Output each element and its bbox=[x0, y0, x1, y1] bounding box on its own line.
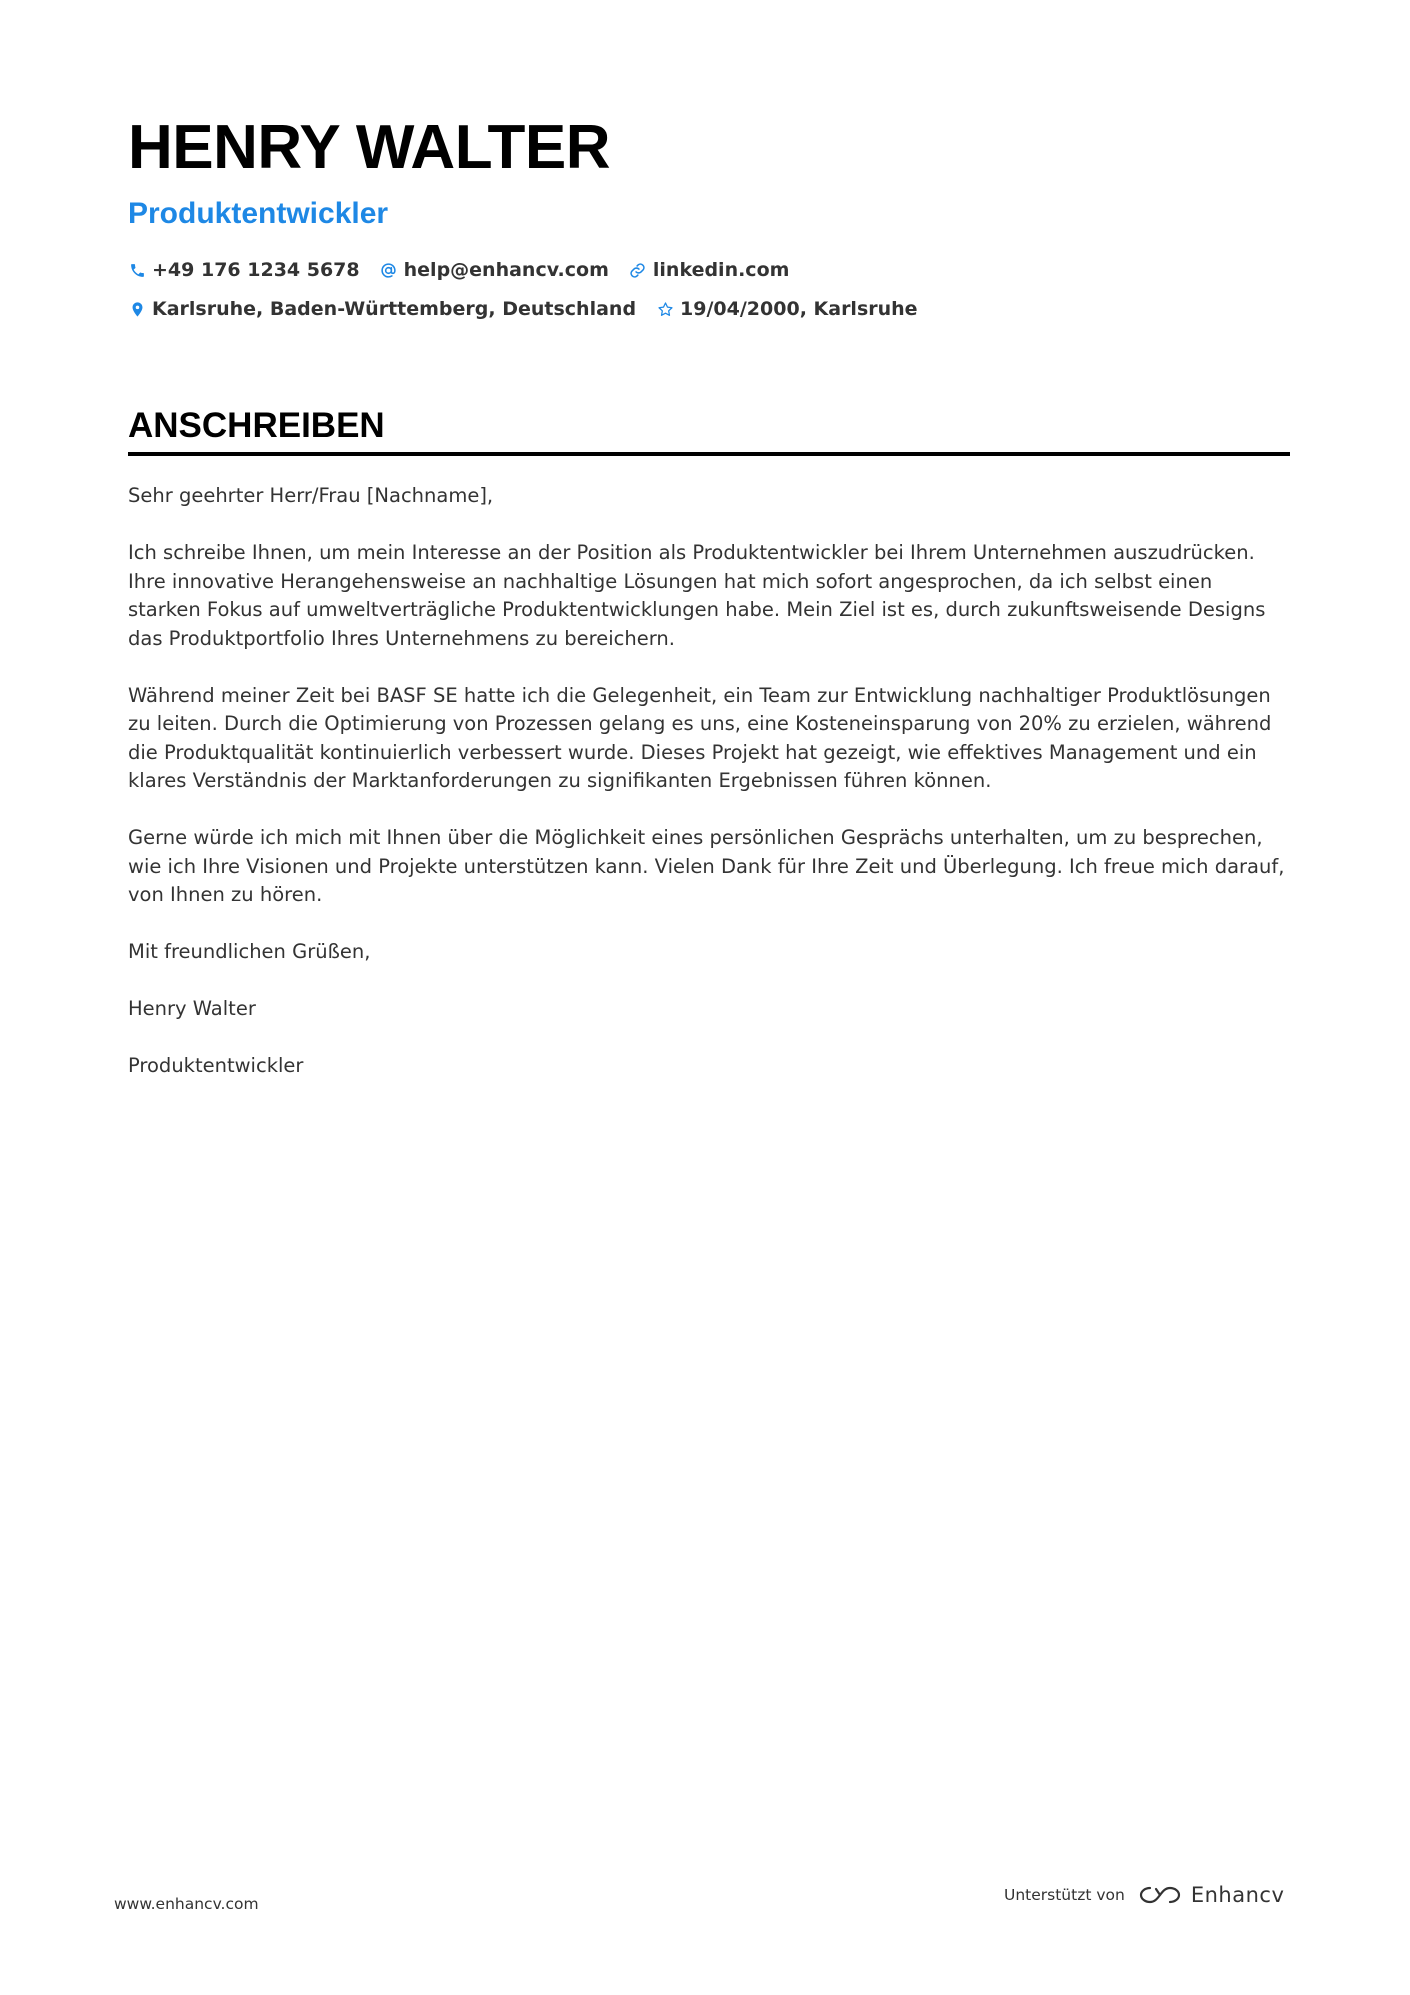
contact-email-text: help@enhancv.com bbox=[403, 259, 609, 281]
letter-salutation: Sehr geehrter Herr/Frau [Nachname], bbox=[128, 484, 494, 507]
link-icon bbox=[629, 262, 647, 280]
brand-name: Enhancv bbox=[1190, 1883, 1285, 1907]
section-title: ANSCHREIBEN bbox=[128, 406, 385, 445]
powered-by-label: Unterstützt von bbox=[1004, 1886, 1125, 1904]
contact-birth bbox=[656, 295, 918, 324]
star-icon bbox=[656, 301, 674, 319]
letter-signature-title: Produktentwickler bbox=[128, 1054, 304, 1077]
contact-linkedin-text: linkedin.com bbox=[652, 259, 790, 281]
contact-location bbox=[128, 295, 636, 324]
contact-linkedin bbox=[629, 256, 790, 285]
cover-letter-section bbox=[128, 404, 1290, 1109]
contact-location-text: Karlsruhe, Baden-Württemberg, Deutschland bbox=[152, 298, 637, 320]
contact-email bbox=[380, 256, 609, 285]
letter-paragraph: Während meiner Zeit bei BASF SE hatte ich die Gelegenheit, ein Team zur Entwicklung nachhaltiger Produktlösungen zu leiten. Durch die Optimierung von Prozessen gelang es uns, eine Kosteneinsparung von 20% zu erzielen, während die Produktqualität kontinuierlich verbessert wurde. Dieses Projekt hat gezeigt, wie effektives Management und ein klares Verständnis der Marktanforderungen zu signifikanten Ergebnissen führen können. bbox=[128, 683, 1272, 792]
location-pin-icon bbox=[128, 301, 146, 319]
candidate-job-title: Produktentwickler bbox=[128, 197, 389, 230]
contact-birth-text: 19/04/2000, Karlsruhe bbox=[680, 298, 918, 320]
phone-icon bbox=[128, 262, 146, 280]
contact-phone bbox=[128, 256, 360, 285]
enhancv-logo-icon bbox=[1137, 1882, 1183, 1908]
resume-header bbox=[128, 108, 1288, 324]
letter-signature-name: Henry Walter bbox=[128, 997, 256, 1020]
footer-website-link[interactable]: www.enhancv.com bbox=[114, 1895, 259, 1913]
section-divider bbox=[128, 452, 1290, 456]
letter-paragraph: Gerne würde ich mich mit Ihnen über die Möglichkeit eines persönlichen Gesprächs unterhalten, um zu besprechen, wie ich Ihre Visionen und Projekte unterstützen kann. Vielen Dank für Ihre Zeit und Überlegung. Ich freue mich darauf, von Ihnen zu hören. bbox=[128, 826, 1285, 906]
contact-phone-text: +49 176 1234 5678 bbox=[152, 259, 360, 281]
letter-body bbox=[128, 482, 1290, 1081]
contact-list bbox=[128, 256, 1288, 324]
candidate-name: HENRY WALTER bbox=[128, 113, 610, 182]
at-icon bbox=[380, 262, 398, 280]
letter-closing: Mit freundlichen Grüßen, bbox=[128, 940, 371, 963]
letter-paragraph: Ich schreibe Ihnen, um mein Interesse an der Position als Produktentwickler bei Ihrem Unternehmen auszudrücken. Ihre innovative Herangehensweise an nachhaltige Lösungen hat mich sofort angesprochen, da ich selbst einen starken Fokus auf umweltverträgliche Produktentwicklungen habe. Mein Ziel ist es, durch zukunftsweisende Designs das Produktportfolio Ihres Unternehmens zu bereichern. bbox=[128, 541, 1266, 650]
footer-powered-by bbox=[1004, 1882, 1284, 1908]
